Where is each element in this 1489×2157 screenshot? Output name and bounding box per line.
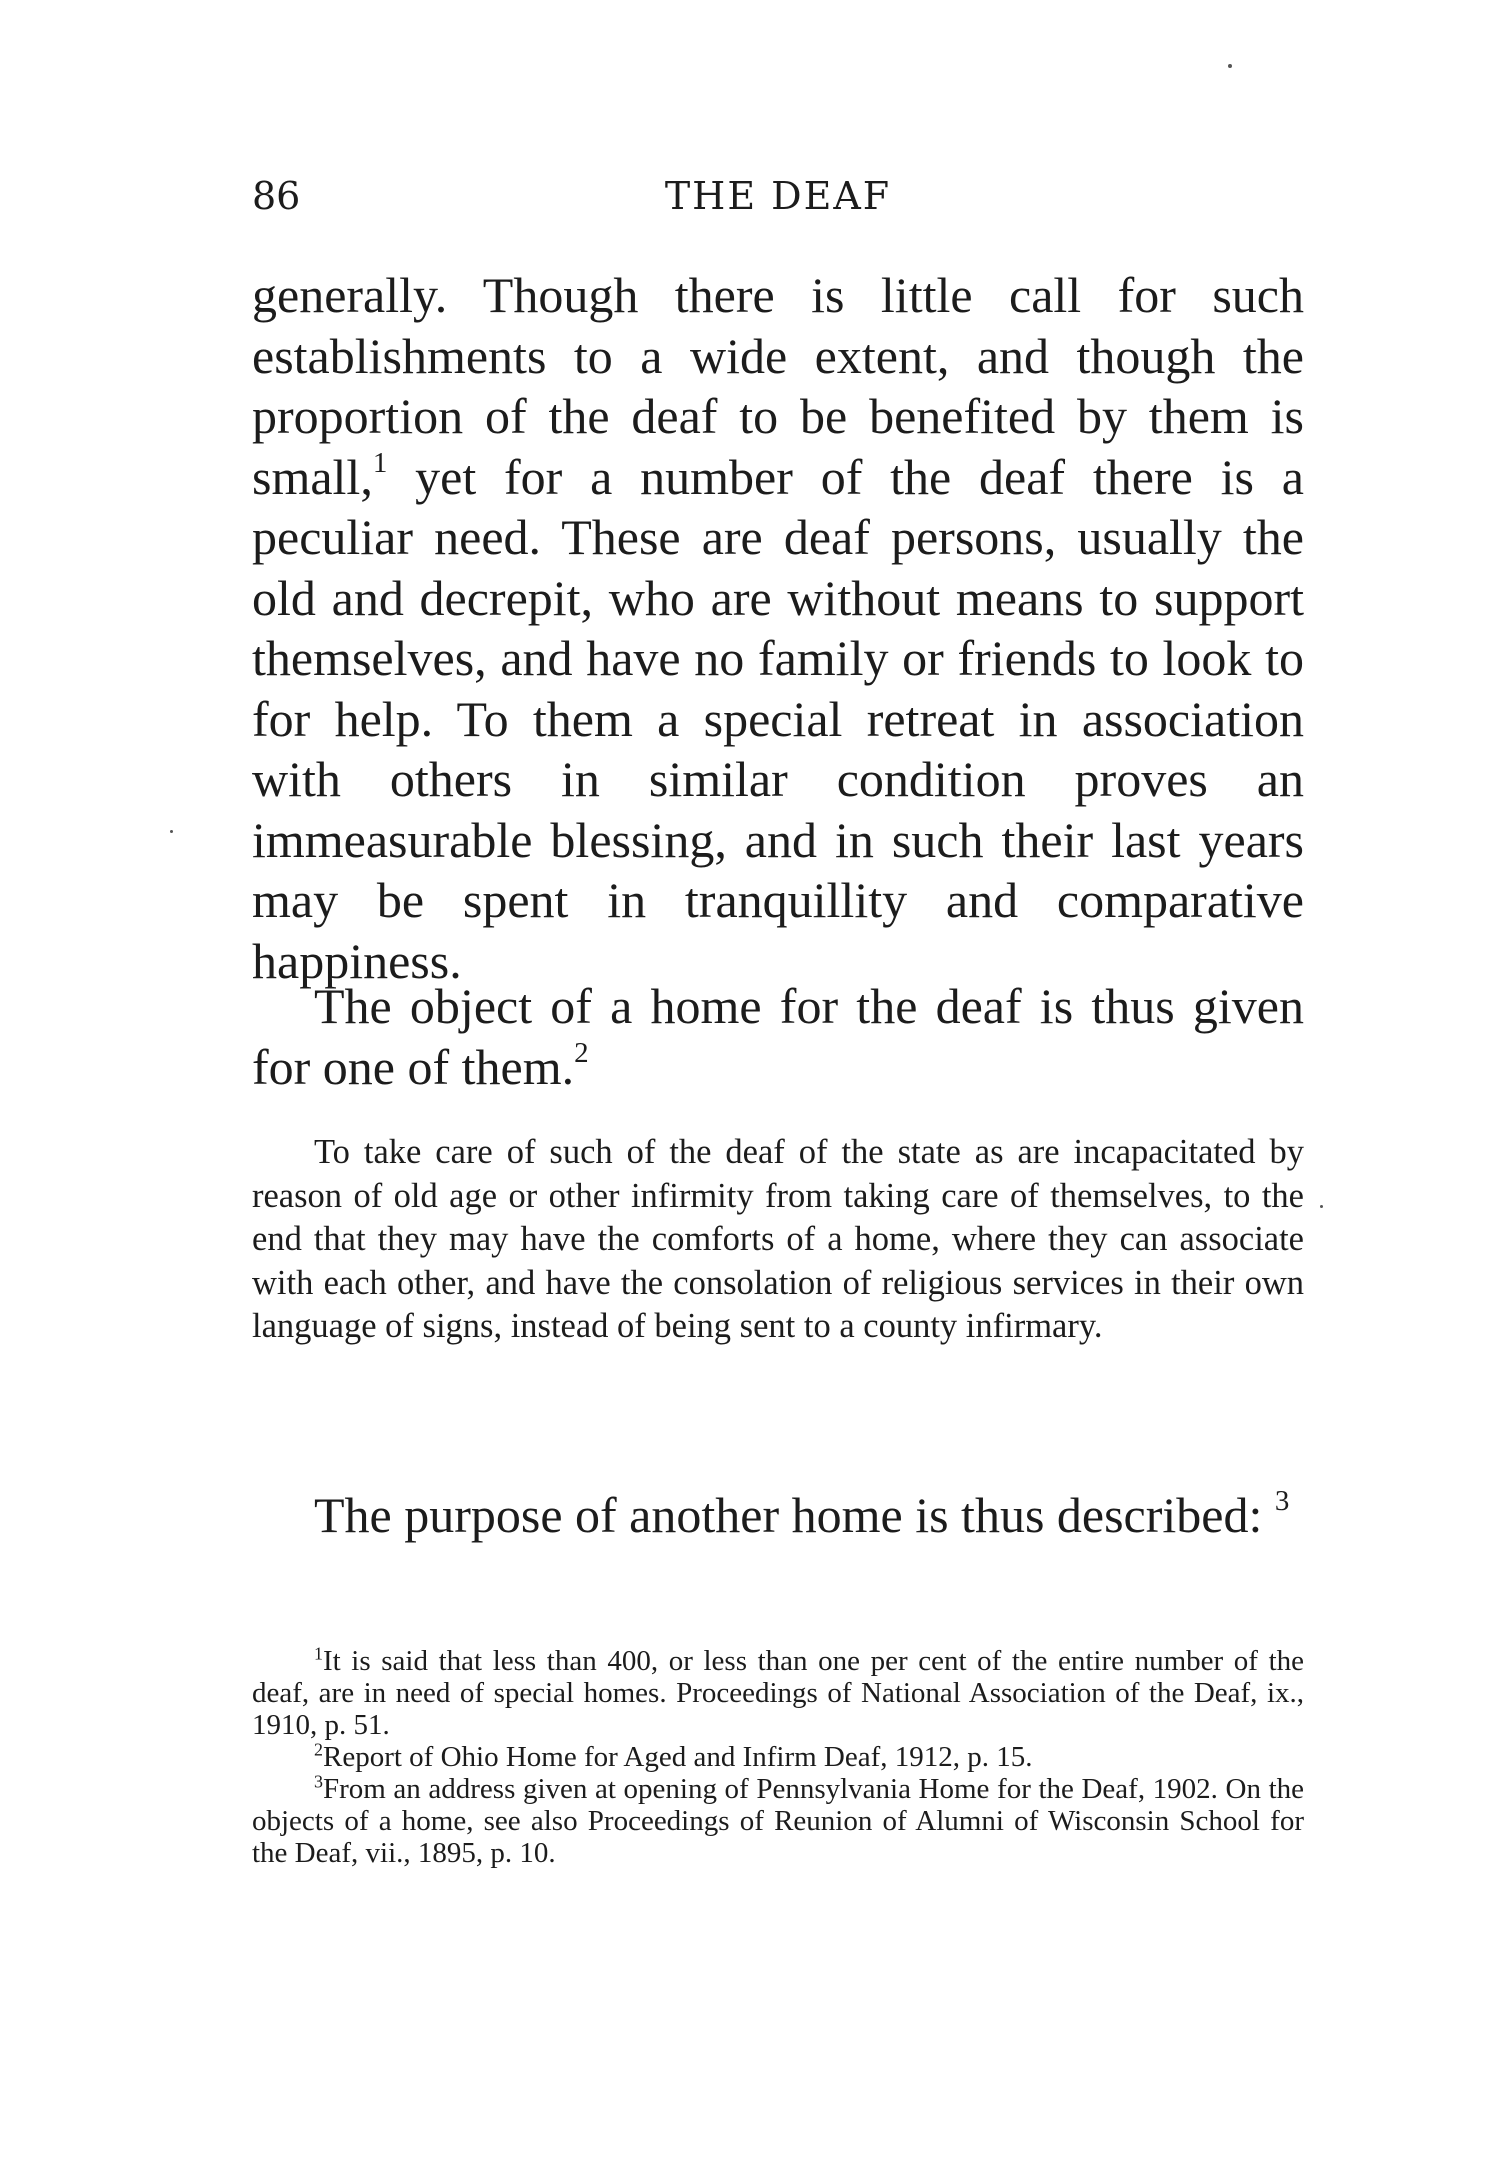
print-speck bbox=[1320, 1205, 1323, 1208]
body-paragraph-3 bbox=[252, 1485, 1304, 1546]
footnote-ref-3: 3 bbox=[1274, 1485, 1290, 1517]
footnote-ref-1: 1 bbox=[372, 446, 388, 479]
footnote-1 bbox=[252, 1645, 1304, 1741]
footnote-mark-1: 1 bbox=[314, 1643, 323, 1664]
print-speck bbox=[1228, 64, 1232, 68]
running-head: THE DEAF bbox=[664, 174, 892, 218]
paragraph-1-text-a: generally. Though there is little call for such establishments to a wide extent, and though the proportion of the deaf to be benefited by them is small, bbox=[252, 267, 1304, 505]
footnote-text-2: Report of Ohio Home for Aged and Infirm Deaf, 1912, p. 15. bbox=[322, 1741, 1033, 1773]
paragraph-1-text-b: yet for a number of the deaf there is a peculiar need. These are deaf persons, usually the old and decrepit, who are without means to support themselves, and have no family or friends to look to for help. To them a special retreat in association with others in similar condition proves an immeasurable blessing, and in such their last years may be spent in tranquillity and comparative happiness. bbox=[252, 448, 1304, 989]
block-quotation: To take care of such of the deaf of the state as are incapacitated by reason of old age or other infirmity from taking care of themselves, to the end that they may have the comforts of a home, where they can associate with each other, and have the consolation of religious services in their own language of signs, instead of being sent to a county infirmary. bbox=[252, 1133, 1304, 1345]
page-number: 86 bbox=[252, 174, 301, 218]
footnote-3 bbox=[252, 1773, 1304, 1869]
paragraph-3-text: The purpose of another home is thus described: bbox=[314, 1487, 1275, 1543]
print-speck bbox=[170, 830, 173, 833]
footnote-2 bbox=[252, 1741, 1304, 1773]
footnote-text-3: From an address given at opening of Pennsylvania Home for the Deaf, 1902. On the objects of a home, see also Proceedings of Reunion of Alumni of Wisconsin School for the Deaf, vii., 1895, p. 10. bbox=[252, 1773, 1304, 1869]
footnote-ref-2: 2 bbox=[574, 1036, 589, 1069]
footnote-mark-2: 2 bbox=[314, 1739, 323, 1760]
paragraph-2-text: The object of a home for the deaf is thus given for one of them. bbox=[252, 978, 1304, 1095]
footnote-mark-3: 3 bbox=[314, 1771, 323, 1792]
footnotes bbox=[252, 1645, 1304, 1869]
body-paragraph-2 bbox=[252, 976, 1304, 1097]
footnote-text-1: It is said that less than 400, or less than one per cent of the entire number of the deaf, are in need of special homes. Proceedings of National Association of the Deaf, ix., 1910, p. 51. bbox=[252, 1645, 1304, 1741]
page-header bbox=[252, 170, 1304, 230]
body-paragraph-1 bbox=[252, 265, 1304, 991]
